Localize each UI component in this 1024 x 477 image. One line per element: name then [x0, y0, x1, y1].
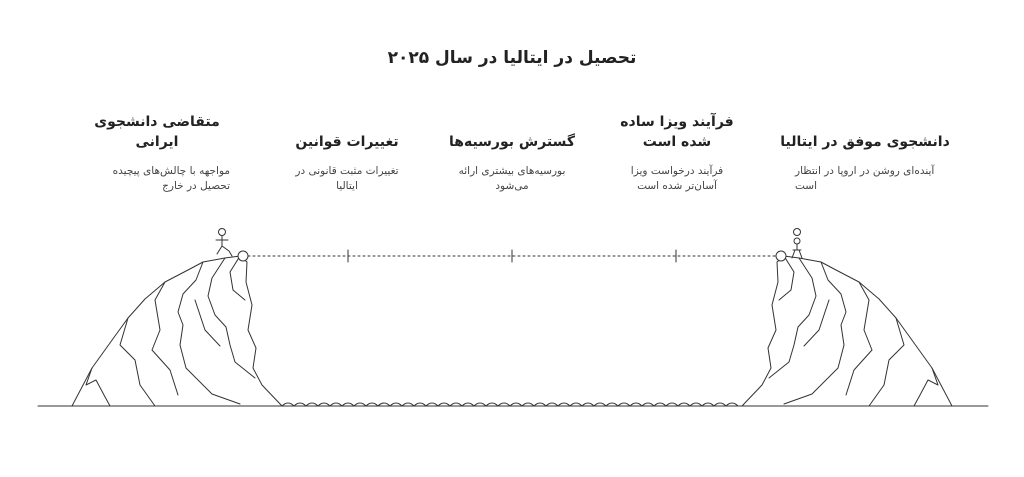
step-description: آینده‌ای روشن در اروپا در انتظار است — [795, 165, 935, 192]
step-description: فرآیند درخواست ویزا آسان‌تر شده است — [630, 165, 724, 192]
step-law-changes — [262, 108, 432, 194]
step-description: مواجهه با چالش‌های پیچیده تحصیل در خارج — [112, 165, 230, 192]
step-iranian-applicant — [72, 108, 242, 194]
step-scholarship-expansion — [427, 108, 597, 194]
start-point-marker — [238, 251, 248, 261]
step-visa-simplified — [592, 108, 762, 194]
step-heading: گسترش بورسیه‌ها — [448, 134, 576, 150]
left-cliff — [72, 256, 282, 406]
step-heading: متقاضی دانشجوی ایرانی — [94, 114, 220, 150]
diagram-title: تحصیل در ایتالیا در سال ۲۰۲۵ — [387, 48, 637, 68]
end-point-marker — [776, 251, 786, 261]
step-description: تغییرات مثبت قانونی در ایتالیا — [295, 165, 399, 192]
right-cliff — [742, 256, 952, 406]
step-description: بورسیه‌های بیشتری ارائه می‌شود — [458, 165, 566, 192]
step-successful-student — [780, 108, 950, 194]
step-heading: تغییرات قوانین — [295, 134, 399, 150]
progress-path — [238, 250, 786, 262]
standing-figure-icon — [792, 229, 802, 259]
climber-figure-icon — [216, 229, 232, 257]
step-heading: دانشجوی موفق در ایتالیا — [780, 134, 950, 150]
step-heading: فرآیند ویزا ساده شده است — [620, 114, 734, 150]
